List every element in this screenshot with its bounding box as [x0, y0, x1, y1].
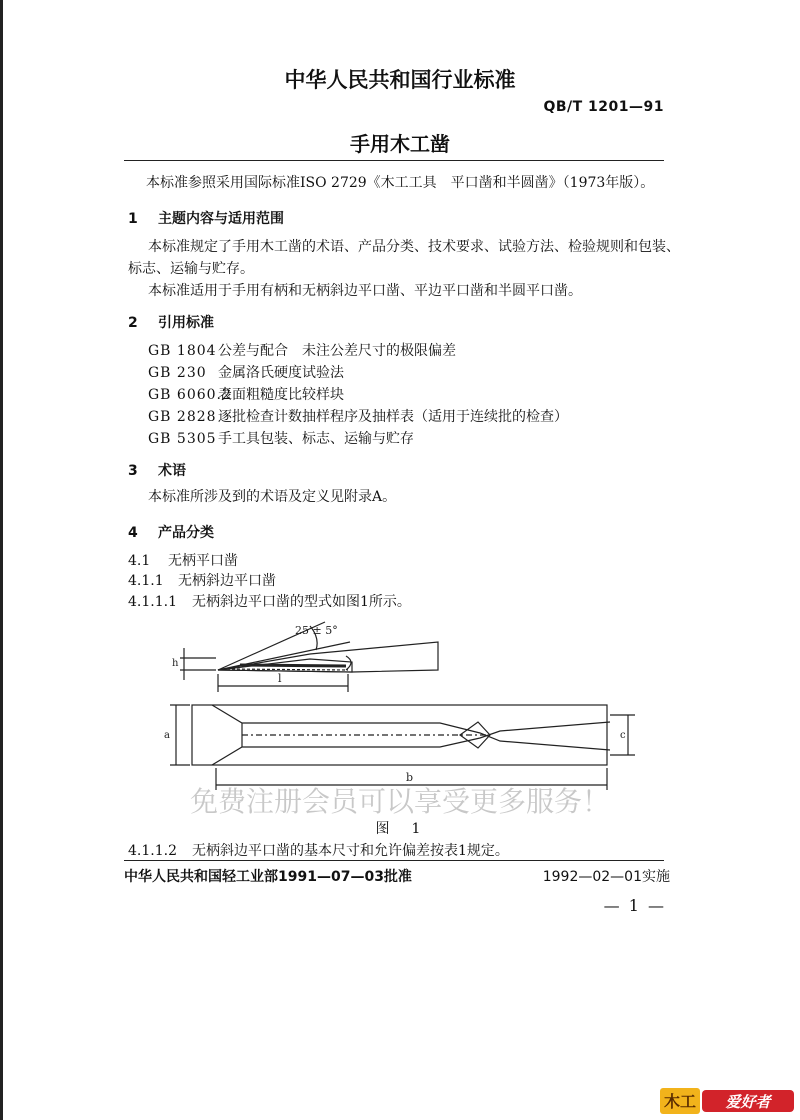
clause-number: 4.1.1: [128, 573, 164, 589]
clause-text: 无柄斜边平口凿: [178, 573, 276, 589]
section-1-number: 1: [128, 211, 138, 227]
reference-code: GB 6060.2: [148, 387, 232, 403]
clause-text: 无柄斜边平口凿的基本尺寸和允许偏差按表1规定。: [192, 843, 509, 859]
section-2-number: 2: [128, 315, 138, 331]
dimension-c-label: c: [620, 730, 626, 741]
watermark-text: 免费注册会员可以享受更多服务！: [189, 785, 610, 818]
reference-text: 表面粗糙度比较样块: [218, 387, 344, 403]
reference-text: 金属洛氏硬度试验法: [218, 365, 344, 381]
clause-number: 4.1.1.2: [128, 843, 177, 859]
section-3-paragraph: 本标准所涉及到的术语及定义见附录A。: [148, 489, 397, 505]
intro-paragraph: 本标准参照采用国际标准ISO 2729《木工工具 平口凿和半圆凿》（1973年版）。: [146, 175, 655, 191]
reference-code: GB 230: [148, 365, 207, 381]
reference-code: GB 2828: [148, 409, 217, 425]
reference-row: [148, 428, 414, 448]
effective-date: 1992—02—01实施: [542, 869, 670, 885]
logo-text-a: 木工: [663, 1092, 697, 1111]
dimension-a-label: a: [164, 730, 170, 741]
clause-text: 无柄平口凿: [168, 553, 238, 569]
clause-4-1-1-2: [128, 840, 509, 860]
clause-4-1-1-1: [128, 591, 411, 611]
reference-text: 手工具包装、标志、运输与贮存: [218, 431, 414, 447]
section-2-title: 引用标准: [158, 315, 214, 331]
section-2-heading: [128, 312, 214, 332]
reference-row: [148, 362, 344, 382]
reference-row: [148, 406, 568, 426]
logo-text-b: 爱好者: [725, 1093, 771, 1111]
dimension-h-label: h: [172, 658, 179, 669]
section-1-paragraph-1-line-1: 本标准规定了手用木工凿的术语、产品分类、技术要求、试验方法、检验规则和包装、: [148, 239, 680, 255]
section-3-title: 术语: [158, 463, 186, 479]
reference-row: [148, 340, 456, 360]
angle-label: 25 ± 5°: [295, 624, 338, 637]
clause-4-1-1: [128, 570, 276, 590]
header-divider: [124, 160, 664, 161]
clause-number: 4.1.1.1: [128, 594, 177, 610]
reference-row: [148, 384, 344, 404]
section-1-paragraph-1-line-2: 标志、运输与贮存。: [128, 261, 254, 277]
section-4-number: 4: [128, 525, 138, 541]
figure-1-caption: 图 1: [375, 821, 425, 837]
reference-code: GB 1804: [148, 343, 217, 359]
section-4-title: 产品分类: [158, 525, 214, 541]
section-1-paragraph-2: 本标准适用于手用有柄和无柄斜边平口凿、平边平口凿和半圆平口凿。: [148, 283, 582, 299]
section-4-heading: [128, 522, 214, 542]
dimension-b-label: b: [406, 771, 414, 784]
clause-4-1: [128, 550, 238, 570]
section-3-number: 3: [128, 463, 138, 479]
section-3-heading: [128, 460, 186, 480]
page-left-border: [0, 0, 3, 1120]
standard-number: QB/T 1201—91: [543, 99, 664, 115]
section-1-title: 主题内容与适用范围: [158, 211, 284, 227]
issuer-approval: 中华人民共和国轻工业部1991—07—03批准: [124, 869, 412, 885]
section-1-heading: [128, 208, 284, 228]
reference-text: 逐批检查计数抽样程序及抽样表（适用于连续批的检查）: [218, 409, 568, 425]
footer-divider: [124, 860, 664, 861]
dimension-l-label: l: [278, 672, 282, 685]
header-title: 中华人民共和国行业标准: [284, 68, 516, 92]
clause-text: 无柄斜边平口凿的型式如图1所示。: [192, 594, 411, 610]
page-number: — 1 —: [603, 896, 666, 915]
reference-text: 公差与配合 未注公差尺寸的极限偏差: [218, 343, 456, 359]
reference-code: GB 5305: [148, 431, 217, 447]
clause-number: 4.1: [128, 553, 151, 569]
doc-title: 手用木工凿: [350, 132, 450, 156]
site-logo: [660, 1086, 796, 1116]
